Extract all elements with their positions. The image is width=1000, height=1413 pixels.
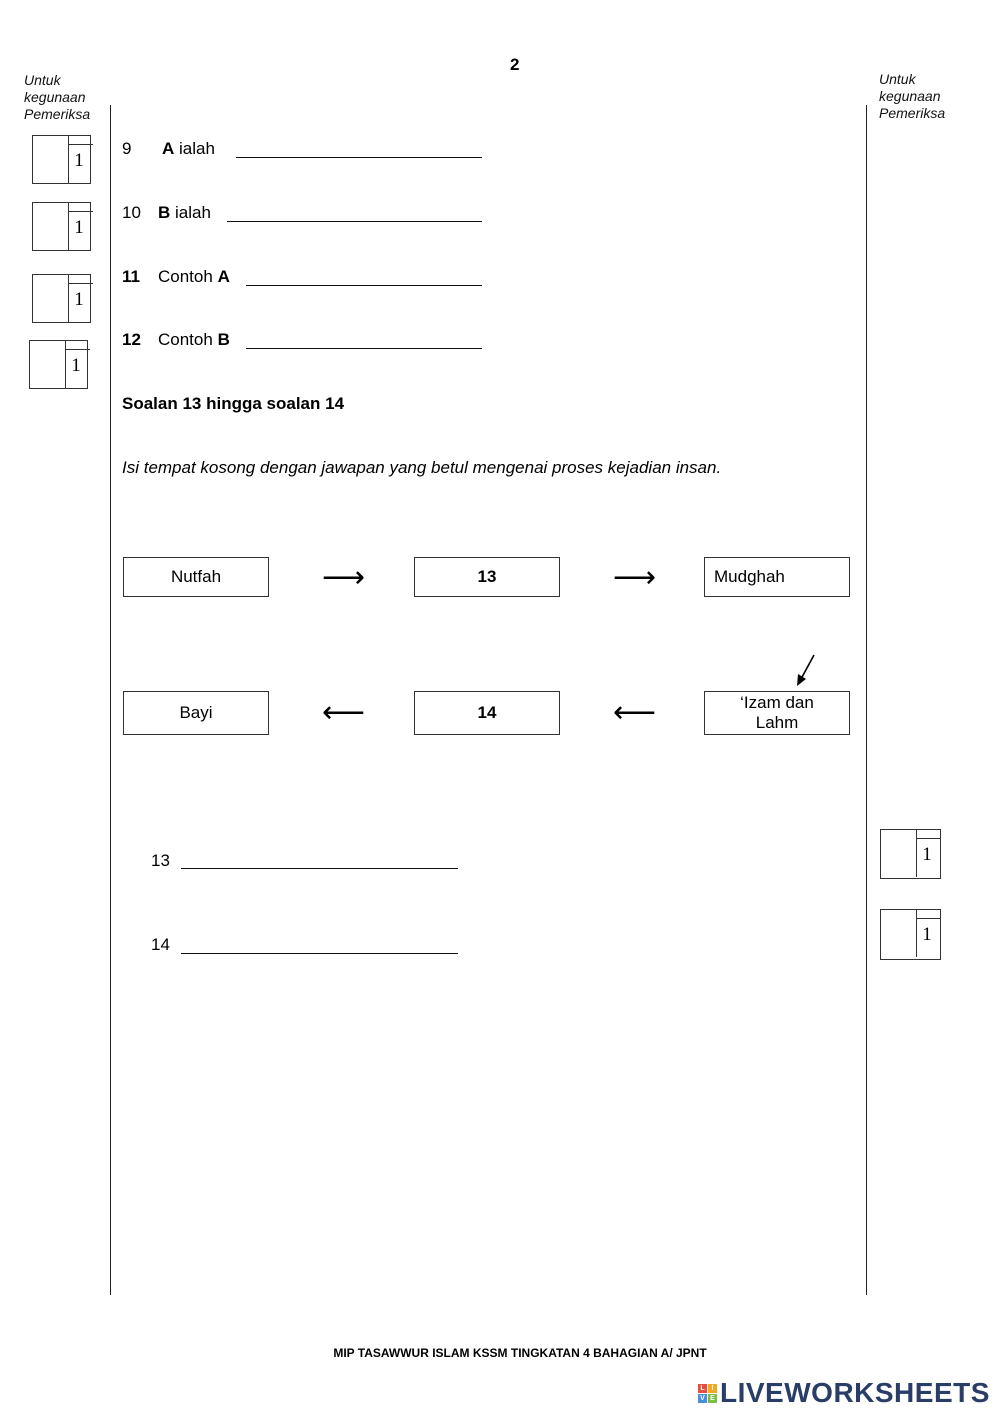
examiner-label-left xyxy=(24,72,90,123)
liveworksheets-logo-icon: L I V E xyxy=(698,1384,717,1403)
answer-label-14: 14 xyxy=(151,935,170,954)
mark-box-q13 xyxy=(880,829,941,879)
question-text: ialah xyxy=(179,139,215,158)
answer-line-11[interactable] xyxy=(246,285,482,286)
mark-value: 1 xyxy=(74,150,84,171)
left-margin-rule xyxy=(110,105,111,1295)
flow-box-izam-lahm xyxy=(704,691,850,735)
flow-box-14: 14 xyxy=(414,691,560,735)
question-number: 10 xyxy=(122,203,141,222)
question-text: Contoh xyxy=(158,330,213,349)
arrow-right-icon: ⟶ xyxy=(613,560,657,595)
flow-box-mudghah: Mudghah xyxy=(704,557,850,597)
examiner-label-line: Untuk xyxy=(879,71,916,87)
page-number: 2 xyxy=(510,55,520,74)
flow-box-text: ‘Izam dan xyxy=(740,693,814,712)
answer-line-14[interactable] xyxy=(181,953,458,954)
mark-value: 1 xyxy=(74,217,84,238)
examiner-label-line: kegunaan xyxy=(24,89,86,105)
question-11 xyxy=(122,267,230,287)
mark-box-q14 xyxy=(880,909,941,960)
answer-line-12[interactable] xyxy=(246,348,482,349)
section-heading: Soalan 13 hingga soalan 14 xyxy=(122,394,345,413)
question-number: 12 xyxy=(122,330,141,349)
flow-box-nutfah: Nutfah xyxy=(123,557,269,597)
flow-box-bayi: Bayi xyxy=(123,691,269,735)
mark-box-q10 xyxy=(32,202,91,251)
mark-box-q9 xyxy=(32,135,91,184)
answer-label-13: 13 xyxy=(151,851,170,870)
question-number: 9 xyxy=(122,139,132,158)
question-bold-term: B xyxy=(158,203,171,222)
section-instruction: Isi tempat kosong dengan jawapan yang betul mengenai proses kejadian insan. xyxy=(122,458,722,477)
flow-box-13: 13 xyxy=(414,557,560,597)
question-text: ialah xyxy=(175,203,211,222)
arrow-left-icon: ⟵ xyxy=(613,695,657,730)
arrow-left-icon: ⟵ xyxy=(322,695,366,730)
mark-box-q11 xyxy=(32,274,91,323)
arrow-down-left-icon xyxy=(792,652,820,688)
brand-name: LIVEWORKSHEETS xyxy=(720,1377,990,1408)
answer-line-9[interactable] xyxy=(236,157,482,158)
footer-text: MIP TASAWWUR ISLAM KSSM TINGKATAN 4 BAHAGIAN A/ JPNT xyxy=(333,1346,707,1360)
examiner-label-line: Untuk xyxy=(24,72,61,88)
flow-box-text: Lahm xyxy=(755,713,799,732)
question-12 xyxy=(122,330,230,350)
examiner-label-line: kegunaan xyxy=(879,88,941,104)
examiner-label-right xyxy=(879,71,945,122)
question-text: Contoh xyxy=(158,267,213,286)
question-bold-term: A xyxy=(162,139,175,158)
mark-value: 1 xyxy=(922,844,932,865)
mark-value: 1 xyxy=(74,289,84,310)
examiner-label-line: Pemeriksa xyxy=(24,106,91,122)
answer-line-13[interactable] xyxy=(181,868,458,869)
question-bold-term: A xyxy=(217,267,230,286)
answer-line-10[interactable] xyxy=(227,221,482,222)
right-margin-rule xyxy=(866,105,867,1295)
mark-value: 1 xyxy=(71,355,81,376)
question-9 xyxy=(122,139,215,159)
question-number: 11 xyxy=(122,267,140,286)
mark-box-q12 xyxy=(29,340,88,389)
arrow-right-icon: ⟶ xyxy=(322,560,366,595)
question-10 xyxy=(122,203,211,223)
liveworksheets-brand xyxy=(698,1377,990,1409)
mark-value: 1 xyxy=(922,924,932,945)
examiner-label-line: Pemeriksa xyxy=(879,105,946,121)
question-bold-term: B xyxy=(217,330,230,349)
